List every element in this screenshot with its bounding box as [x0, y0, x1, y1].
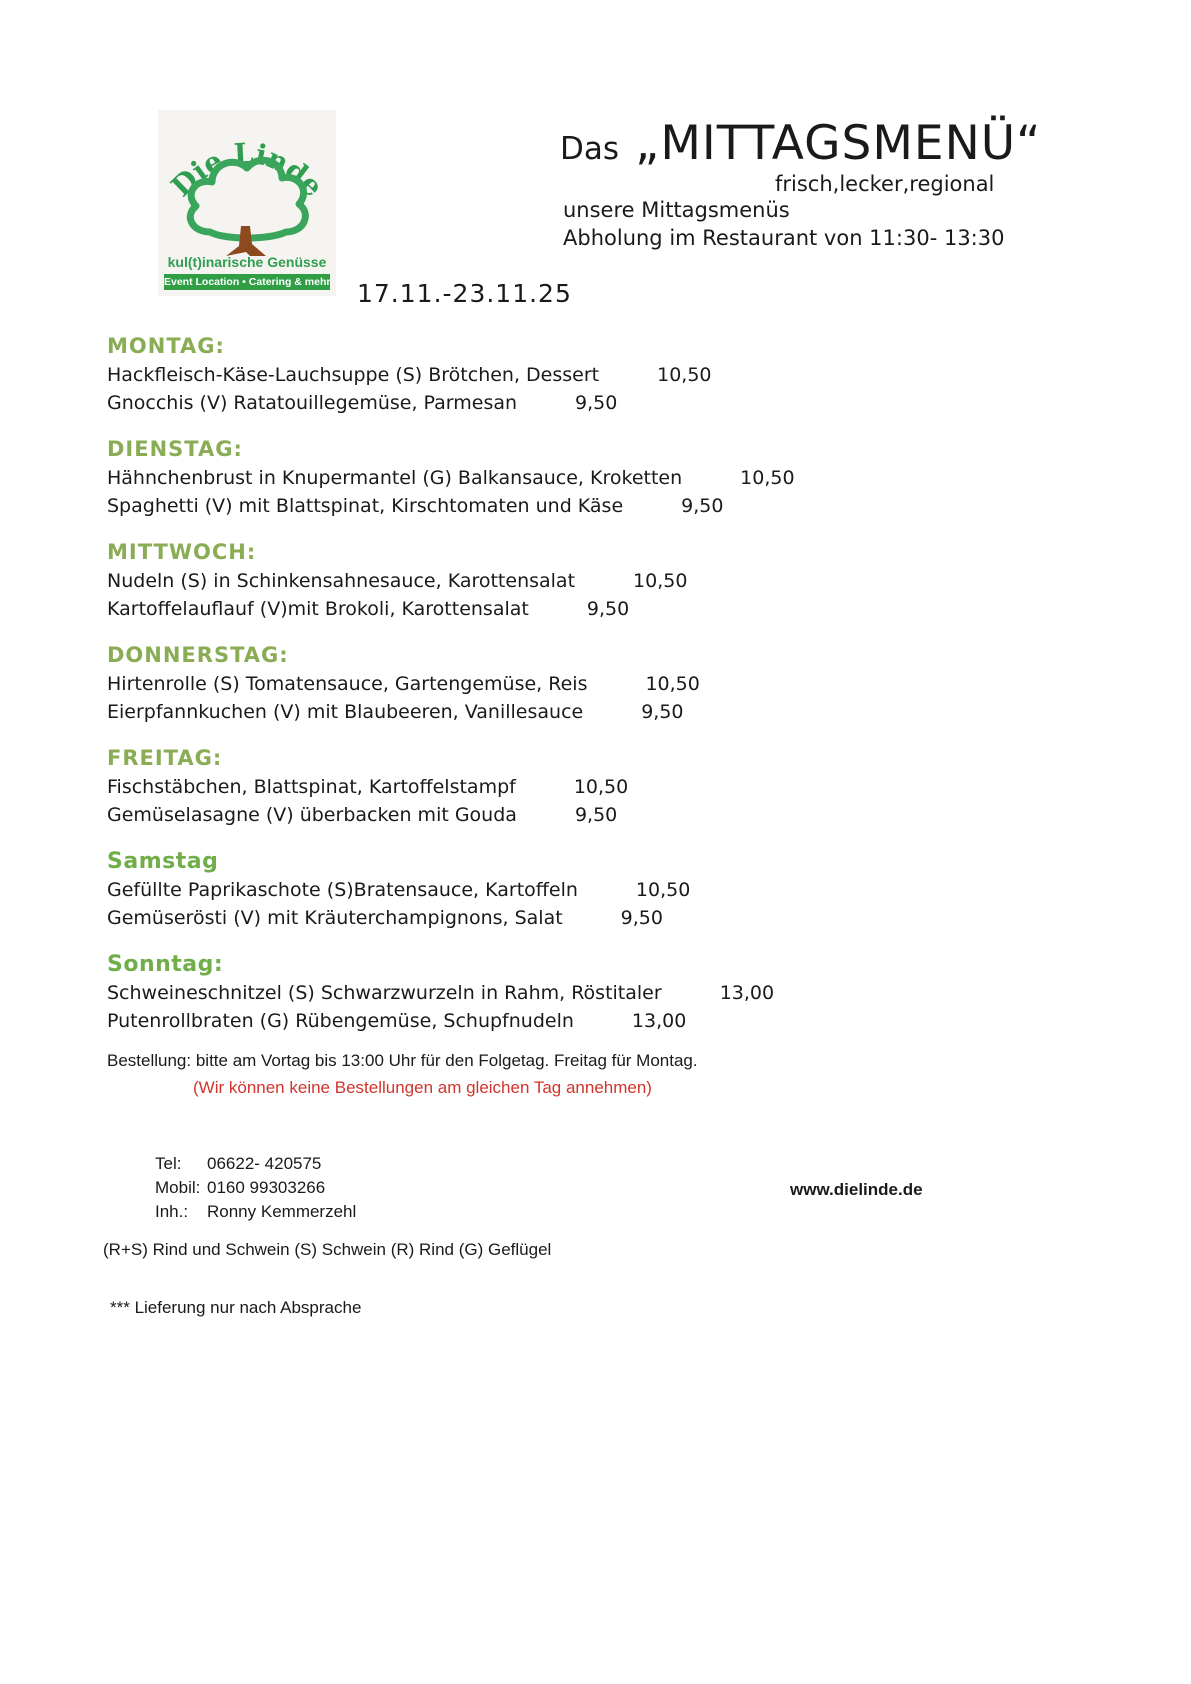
dish-price: 13,00 [631, 1009, 687, 1032]
dish-name: Putenrollbraten (G) Rübengemüse, Schupfnudeln [107, 1009, 574, 1032]
day-heading: Samstag [107, 849, 219, 874]
menu-item [107, 465, 847, 493]
day-section [107, 540, 847, 623]
contact-label: Tel: [155, 1154, 182, 1173]
dish-price: 10,50 [633, 570, 688, 592]
contact-line [155, 1176, 356, 1200]
page-title [560, 116, 1041, 171]
dish-name: Gemüserösti (V) mit Kräuterchampignons, Salat [107, 906, 563, 929]
menu-item [107, 980, 847, 1008]
dish-name: Schweineschnitzel (S) Schwarzwurzeln in Rahm, Röstitaler [107, 982, 662, 1004]
dish-price: 10,50 [645, 673, 700, 695]
menu-item [107, 905, 847, 933]
menu-item [107, 390, 847, 418]
day-heading: MITTWOCH: [107, 540, 257, 564]
dish-price: 9,50 [586, 597, 630, 620]
menu-item [107, 493, 847, 521]
contact-value: Ronny Kemmerzehl [207, 1202, 357, 1221]
day-section [107, 849, 847, 932]
dish-name: Gemüselasagne (V) überbacken mit Gouda [107, 803, 517, 826]
dish-price: 9,50 [641, 700, 684, 723]
contact-line [155, 1200, 356, 1224]
menu-item [107, 877, 847, 905]
day-heading: DIENSTAG: [107, 437, 243, 461]
dish-price: 9,50 [620, 906, 663, 929]
day-heading: MONTAG: [107, 334, 225, 358]
order-note: Bestellung: bitte am Vortag bis 13:00 Uhr für den Folgetag. Freitag für Montag. [107, 1051, 698, 1070]
contact-label: Inh.: [155, 1202, 189, 1221]
contact-value: 0160 99303266 [207, 1178, 326, 1197]
day-section [107, 746, 847, 829]
dish-name: Hirtenrolle (S) Tomatensauce, Gartengemüse, Reis [107, 673, 588, 695]
logo-tagline: kul(t)inarische Genüsse [167, 254, 327, 270]
title-subtitle: frisch,lecker,regional [775, 172, 995, 196]
meat-legend: (R+S) Rind und Schwein (S) Schwein (R) Rind (G) Geflügel [103, 1240, 552, 1259]
dish-name: Gefüllte Paprikaschote (S)Bratensauce, Kartoffeln [107, 879, 578, 901]
menu-item [107, 699, 847, 727]
dish-price: 10,50 [740, 467, 795, 489]
title-main: „MITTAGSMENÜ“ [635, 116, 1042, 171]
weekly-menu [107, 334, 847, 1055]
day-heading: FREITAG: [107, 746, 223, 770]
contact-label: Mobil: [155, 1178, 201, 1197]
dish-price: 9,50 [681, 494, 724, 517]
dish-price: 10,50 [635, 879, 691, 901]
intro-line: unsere Mittagsmenüs [563, 198, 790, 222]
dish-name: Nudeln (S) in Schinkensahnesauce, Karottensalat [107, 570, 576, 592]
contact-value: 06622- 420575 [207, 1154, 322, 1173]
logo-arc-text: Die Linde [164, 136, 330, 204]
dish-price: 13,00 [719, 982, 775, 1004]
menu-item [107, 362, 847, 390]
week-date-range: 17.11.-23.11.25 [357, 279, 572, 308]
dish-price: 9,50 [574, 803, 618, 826]
delivery-note: *** Lieferung nur nach Absprache [110, 1298, 362, 1317]
dish-name: Fischstäbchen, Blattspinat, Kartoffelstampf [107, 776, 516, 798]
dish-name: Hähnchenbrust in Knupermantel (G) Balkansauce, Kroketten [107, 467, 683, 489]
contact-line [155, 1152, 356, 1176]
dish-name: Spaghetti (V) mit Blattspinat, Kirschtomaten und Käse [107, 494, 624, 517]
pickup-line: Abholung im Restaurant von 11:30- 13:30 [563, 226, 1005, 250]
menu-item [107, 568, 847, 596]
logo-banner: Event Location • Catering & mehr [164, 276, 331, 288]
die-linde-logo [158, 110, 336, 296]
menu-item [107, 671, 847, 699]
dish-price: 9,50 [575, 391, 618, 414]
menu-item [107, 596, 847, 624]
tree-logo-icon [158, 110, 336, 260]
day-section [107, 643, 847, 726]
contact-block [155, 1152, 356, 1224]
dish-name: Kartoffelauflauf (V)mit Brokoli, Karottensalat [107, 597, 529, 620]
day-heading: DONNERSTAG: [107, 643, 289, 667]
menu-item [107, 774, 847, 802]
day-section [107, 952, 847, 1035]
day-section [107, 334, 847, 417]
dish-name: Eierpfannkuchen (V) mit Blaubeeren, Vanillesauce [107, 700, 584, 723]
website-url: www.dielinde.de [790, 1180, 923, 1199]
dish-price: 10,50 [657, 364, 712, 386]
dish-price: 10,50 [573, 776, 629, 798]
dish-name: Gnocchis (V) Ratatouillegemüse, Parmesan [107, 391, 518, 414]
dish-name: Hackfleisch-Käse-Lauchsuppe (S) Brötchen, Dessert [107, 364, 600, 386]
title-prefix: Das [560, 131, 620, 167]
order-warning: (Wir können keine Bestellungen am gleichen Tag annehmen) [193, 1078, 652, 1097]
day-heading: Sonntag: [107, 952, 224, 977]
menu-item [107, 1008, 847, 1036]
day-section [107, 437, 847, 520]
menu-item [107, 802, 847, 830]
